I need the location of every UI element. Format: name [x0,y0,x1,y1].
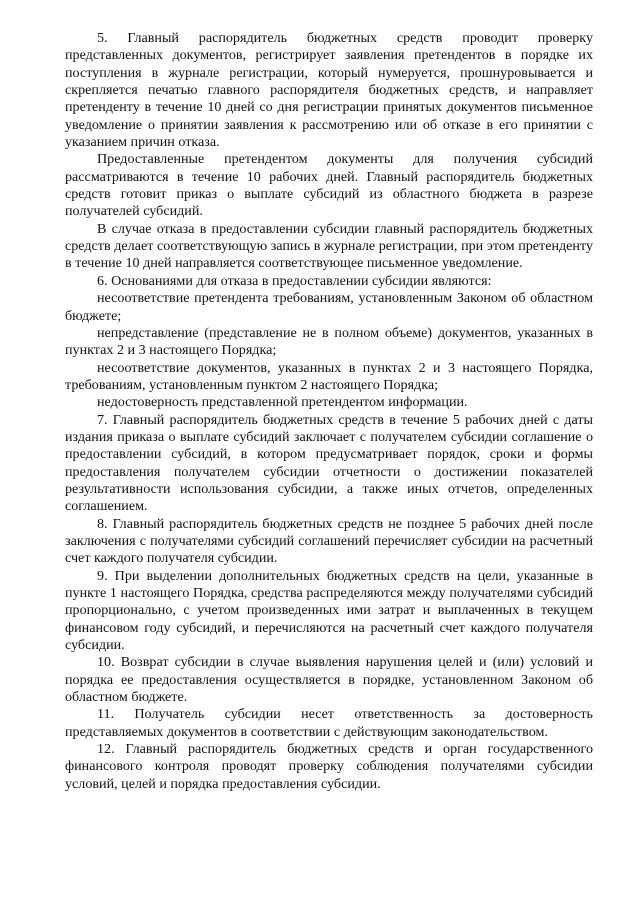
document-page [65,30,593,793]
list-item-missing-documents: непредставление (представление не в полном объеме) документов, указанных в пунктах 2 и 3 настоящего Порядка; [65,324,593,359]
paragraph-7-agreement: 7. Главный распорядитель бюджетных средств в течение 5 рабочих дней с даты издания приказа о выплате субсидий заключает с получателем субсидии соглашение о предоставлении субсидий, в котором предусматривает порядок, сроки и формы предоставления получателем субсидии отчетности о достижении показателей результативности использования субсидии, а также иных отчетов, определенных соглашением. [65,411,593,515]
paragraph-9-additional-funds: 9. При выделении дополнительных бюджетных средств на цели, указанные в пункте 1 настоящего Порядка, средства распределяются между получателями субсидий пропорционально, с учетом произведенных ими затрат и выплаченных в текущем финансовом году субсидий, и перечисляются на расчетный счет каждого получателя субсидии. [65,567,593,654]
paragraph-8-transfer: 8. Главный распорядитель бюджетных средств не позднее 5 рабочих дней после заключения с получателями субсидий соглашений перечисляет субсидии на расчетный счет каждого получателя субсидии. [65,515,593,567]
list-item-documents-mismatch: несоответствие документов, указанных в пунктах 2 и 3 настоящего Порядка, требованиям, установленным пунктом 2 настоящего Порядка; [65,359,593,393]
paragraph-documents-review-period: Предоставленные претендентом документы для получения субсидий рассматриваются в течение 10 рабочих дней. Главный распорядитель бюджетных средств готовит приказ о выплате субсидий из областного бюджета в разрезе получателей субсидий. [65,151,593,220]
paragraph-12-control: 12. Главный распорядитель бюджетных средств и орган государственного финансового контроля проводят проверку соблюдения получателями субсидии условий, целей и порядка предоставления субсидии. [65,741,593,792]
paragraph-refusal-notice: В случае отказа в предоставлении субсидии главный распорядитель бюджетных средств делает соответствующую запись в журнале регистрации, при этом претенденту в течение 10 дней направляется соответствующее письменное уведомление. [65,220,593,272]
list-item-false-information: недостоверность представленной претендентом информации. [97,394,468,411]
paragraph-5-review: 5. Главный распорядитель бюджетных средств проводит проверку представленных документов, регистрирует заявления претендентов в порядке их поступления в журнале регистрации, который нумеруется, прошнуровывается и скрепляется печатью главного распорядителя бюджетных средств, и направляет претенденту в течение 10 дней со дня регистрации принятых документов письменное уведомление о принятии заявления к рассмотрению или об отказе в его принятии с указанием причин отказа. [65,30,593,151]
paragraph-6-refusal-grounds: 6. Основаниями для отказа в предоставлении субсидии являются: [97,272,492,289]
list-item-requirements-mismatch: несоответствие претендента требованиям, установленным Законом об областном бюджете; [65,290,593,324]
paragraph-10-refund: 10. Возврат субсидии в случае выявления нарушения целей и (или) условий и порядка ее предоставления осуществляется в порядке, установленном Законом об областном бюджете. [65,654,593,706]
paragraph-11-responsibility: 11. Получатель субсидии несет ответственность за достоверность представляемых документов в соответствии с действующим законодательством. [65,706,593,740]
